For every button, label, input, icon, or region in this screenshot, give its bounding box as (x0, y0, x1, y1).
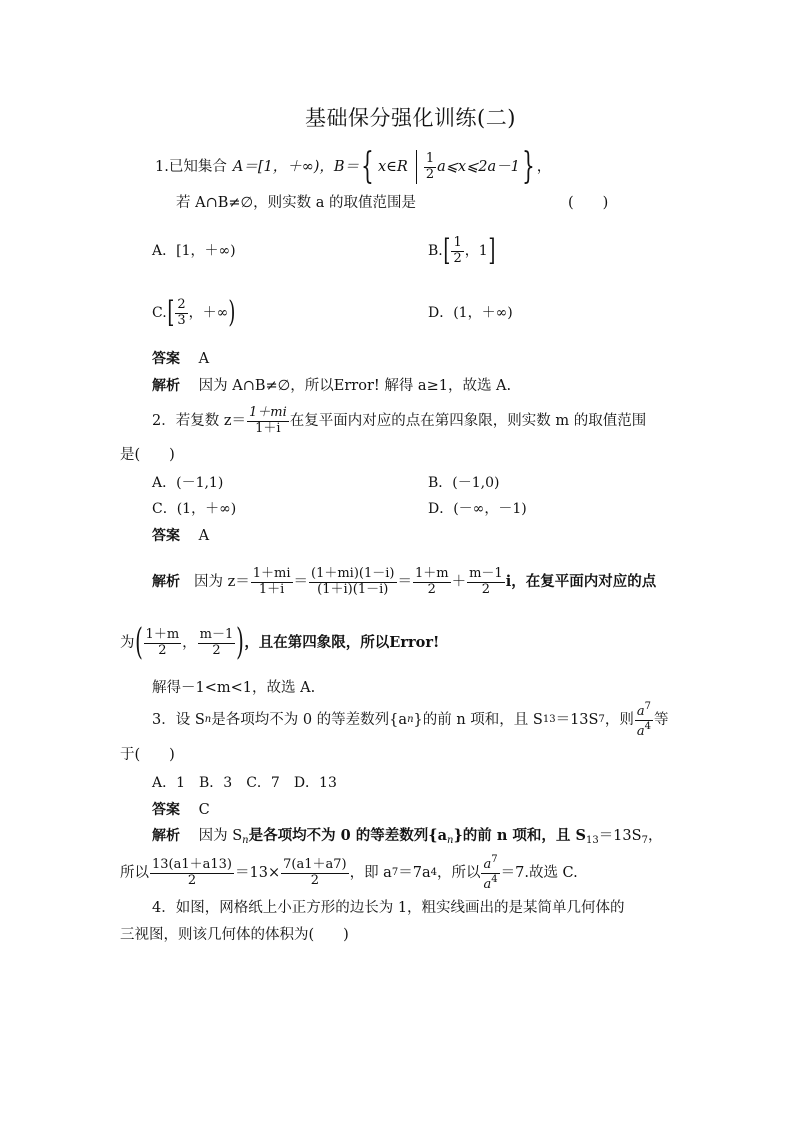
q3-analysis-l1c: }的前 n 项和，且 S (453, 827, 586, 844)
q2-point-rparen: ) (236, 622, 245, 663)
q2-analysis-frac2-num: (1＋mi)(1－i) (311, 565, 395, 581)
q3-analysis-frac1 (150, 858, 234, 889)
q3-sub-13: 13 (542, 714, 556, 725)
q1-answer-value: A (198, 351, 210, 367)
q2-analysis-eq1: ＝ (293, 573, 309, 590)
q2-analysis-label: 解析 (152, 574, 180, 590)
q3-stem-mid2: }的前 n 项和，且 S (413, 711, 543, 728)
q2-analysis-plus: ＋ (451, 573, 467, 590)
q1-option-b (428, 233, 495, 269)
q2-analysis-line2-pre: 为 (120, 634, 135, 651)
q2-point-y-num: m－1 (199, 626, 234, 642)
q2-analysis-tail: i，在复平面内对应的点 (505, 572, 657, 590)
q3-analysis-ratio-den-exp: 4 (491, 873, 498, 885)
q3-stem (152, 700, 668, 740)
q1-condition: a⩽x⩽2a－1 (437, 158, 520, 175)
q3-analysis-ratio (481, 854, 499, 893)
q3-analysis-l1: 因为 S (198, 828, 243, 844)
q2-stem-post: 在复平面内对应的点在第四象限，则实数 m 的取值范围 (289, 412, 647, 429)
q1-option-c-fraction (175, 298, 187, 329)
q1-option-b-lbracket: [ (443, 233, 451, 268)
q2-point-x-den: 2 (158, 642, 167, 658)
q2-analysis-line3: 解得－1<m<1，故选 A. (152, 680, 316, 696)
q3-analysis-so: ，所以 (436, 864, 481, 881)
page-title: 基础保分强化训练(二) (305, 106, 516, 130)
q1-analysis-text: 因为 A∩B≠∅，所以Error! 解得 a≥1，故选 A. (198, 378, 512, 394)
q3-answer-row (152, 803, 210, 818)
q2-analysis-frac3 (413, 567, 451, 598)
q2-analysis-line2-post: ，且在第四象限，所以Error! (244, 633, 440, 651)
q2-point-y-den: 2 (212, 642, 221, 658)
q3-analysis-frac1-den: 2 (187, 872, 197, 888)
q1-option-b-num: 1 (453, 234, 462, 250)
q3-stem-mid: 是各项均不为 0 的等差数列{a (211, 711, 408, 728)
q1-comma: ， (536, 158, 552, 175)
q1-option-b-fraction (451, 236, 463, 267)
q3-analysis-ratio-num-a: a (483, 856, 492, 872)
q2-option-a: A．(－1,1) (152, 475, 224, 491)
q1-number: 1. (155, 158, 169, 175)
q3-analysis-sub-n: n (242, 835, 249, 846)
q3-analysis-row: 解析 因为 $S_n$是各项均不为 0 的等差数列$\{a_n\}$的前 n 项和，且 $S_{13}=13S_7$， (152, 827, 663, 846)
q1-option-c-den: 3 (177, 312, 186, 328)
q3-analysis-l2-pre: 所以 (120, 864, 149, 881)
q2-point-y (198, 628, 236, 659)
q1-option-b-den: 2 (453, 250, 462, 266)
q2-analysis-frac1-num: 1＋mi (252, 565, 291, 581)
q3-sub-7: 7 (598, 714, 605, 725)
q1-left-brace: { (361, 146, 374, 187)
q1-half-fraction (424, 152, 436, 183)
q3-then: ，则 (604, 711, 634, 728)
q3-analysis-ratio-den-a: a (483, 876, 492, 892)
q1-set-x-in-r: x∈R (378, 158, 408, 175)
q2-analysis-frac1 (251, 567, 293, 598)
q3-ratio-fraction (635, 701, 653, 740)
q3-analysis-sub-n2: n (447, 835, 454, 846)
q1-sets: A＝[1，＋∞)，B＝ (232, 158, 360, 175)
q1-stem (155, 148, 551, 186)
q2-answer-value: A (198, 528, 210, 544)
q2-answer-row (152, 529, 209, 544)
q1-option-c-rparen: ) (228, 295, 236, 330)
q1-answer-row (152, 352, 209, 367)
q3-analysis-ratio-num-exp: 7 (491, 853, 498, 865)
q2-option-d: D．(－∞，－1) (428, 501, 527, 517)
q3-analysis-frac2-num: 7(a1＋a7) (283, 856, 347, 872)
q2-analysis-frac2 (309, 567, 396, 598)
q3-answer-label: 答案 (152, 802, 180, 818)
q2-fraction (247, 406, 289, 437)
q3-analysis-l1b: 是各项均不为 0 的等差数列{a (248, 827, 448, 844)
q3-eq: ＝13S (555, 711, 599, 728)
q3-ratio-num-exp: 7 (644, 700, 651, 712)
q3-analysis-eq7: ＝7a (398, 864, 431, 881)
q3-analysis-result: ＝7.故选 C. (500, 864, 578, 881)
q2-answer-label: 答案 (152, 528, 180, 544)
q1-option-c-tail: ，＋∞ (188, 305, 229, 321)
q2-analysis-pre: 因为 z＝ (194, 573, 250, 590)
q1-option-c-lbracket: [ (167, 295, 175, 330)
q2-option-b: B．(－1,0) (428, 475, 500, 491)
q1-analysis-row (152, 379, 511, 394)
q1-answer-label: 答案 (152, 351, 180, 367)
q2-point-sep: ， (182, 634, 197, 651)
q2-stem-line2: 是( ) (120, 447, 175, 463)
q1-half-den: 2 (425, 166, 435, 182)
q2-analysis-frac4-num: m－1 (469, 565, 503, 581)
q3-analysis-frac1-num: 13(a1＋a13) (152, 856, 232, 872)
q3-analysis-frac2 (281, 858, 348, 889)
q1-option-b-rbracket: ] (488, 233, 496, 268)
q1-option-c (152, 295, 236, 331)
q4-stem-line2: 三视图，则该几何体的体积为( ) (120, 927, 349, 943)
q2-fraction-den: 1＋i (255, 420, 281, 436)
q1-stem-text: 已知集合 (168, 158, 227, 175)
q3-analysis-sub-a4: 4 (430, 867, 437, 878)
q2-point-x-num: 1＋m (145, 626, 180, 642)
q1-option-b-label: B. (428, 243, 443, 259)
q3-stem-line2: 于( ) (120, 747, 175, 763)
q1-answer-blank: ( ) (568, 195, 609, 211)
q2-fraction-num: 1＋mi (248, 404, 287, 420)
q3-analysis-l1d: ＝13S (598, 828, 642, 844)
q1-option-c-num: 2 (177, 296, 186, 312)
q3-analysis-sub-13: 13 (585, 835, 599, 846)
q1-right-brace: } (521, 146, 535, 187)
q1-analysis-label: 解析 (152, 378, 180, 394)
q2-analysis-eq2: ＝ (397, 573, 412, 590)
q2-analysis-frac3-den: 2 (427, 581, 436, 597)
q3-analysis-line2 (120, 851, 578, 895)
q3-deng: 等 (653, 711, 669, 728)
q1-half-num: 1 (425, 150, 435, 166)
q2-stem (152, 401, 646, 441)
q2-analysis-row (152, 560, 656, 604)
q3-ratio-num-a: a (636, 703, 645, 719)
q2-stem-pre: 2．若复数 z＝ (152, 412, 246, 429)
q3-sub-n: n (204, 714, 212, 725)
q1-option-d: D．(1，＋∞) (428, 305, 513, 321)
q3-analysis-l2-mid: ，即 a (349, 864, 392, 881)
q3-sub-n2: n (407, 714, 414, 725)
q1-option-b-tail: ，1 (464, 243, 488, 259)
q1-set-divider (416, 150, 417, 184)
q3-ratio-den-a: a (636, 723, 645, 739)
q1-stem-line2: 若 A∩B≠∅，则实数 a 的取值范围是 (176, 195, 417, 211)
q3-ratio-den-exp: 4 (644, 720, 651, 732)
q2-point-lparen: ( (134, 622, 143, 663)
q3-analysis-sub-a7: 7 (391, 867, 399, 878)
q3-analysis-mid: ＝13× (235, 864, 281, 881)
q3-analysis-sub-7: 7 (641, 835, 648, 846)
q2-analysis-frac2-den: (1＋i)(1－i) (317, 581, 389, 597)
q2-analysis-frac4 (467, 567, 505, 598)
q3-answer-value: C (198, 802, 210, 818)
q2-option-c: C．(1，＋∞) (152, 501, 237, 517)
q3-analysis-frac2-den: 2 (310, 872, 319, 888)
q2-point-x (144, 628, 182, 659)
q2-analysis-frac3-num: 1＋m (415, 565, 449, 581)
q1-option-c-label: C. (152, 305, 167, 321)
q2-analysis-line2 (120, 620, 439, 666)
q3-options: A．1 B．3 C．7 D．13 (152, 775, 337, 791)
q3-stem-pre: 3．设 S (152, 711, 205, 728)
q2-analysis-frac1-den: 1＋i (258, 581, 285, 597)
q2-analysis-frac4-den: 2 (481, 581, 491, 597)
q1-option-a: A．[1，＋∞) (152, 243, 236, 259)
q3-analysis-label: 解析 (152, 828, 180, 844)
q4-stem-line1: 4．如图，网格纸上小正方形的边长为 1，粗实线画出的是某简单几何体的 (152, 900, 625, 916)
